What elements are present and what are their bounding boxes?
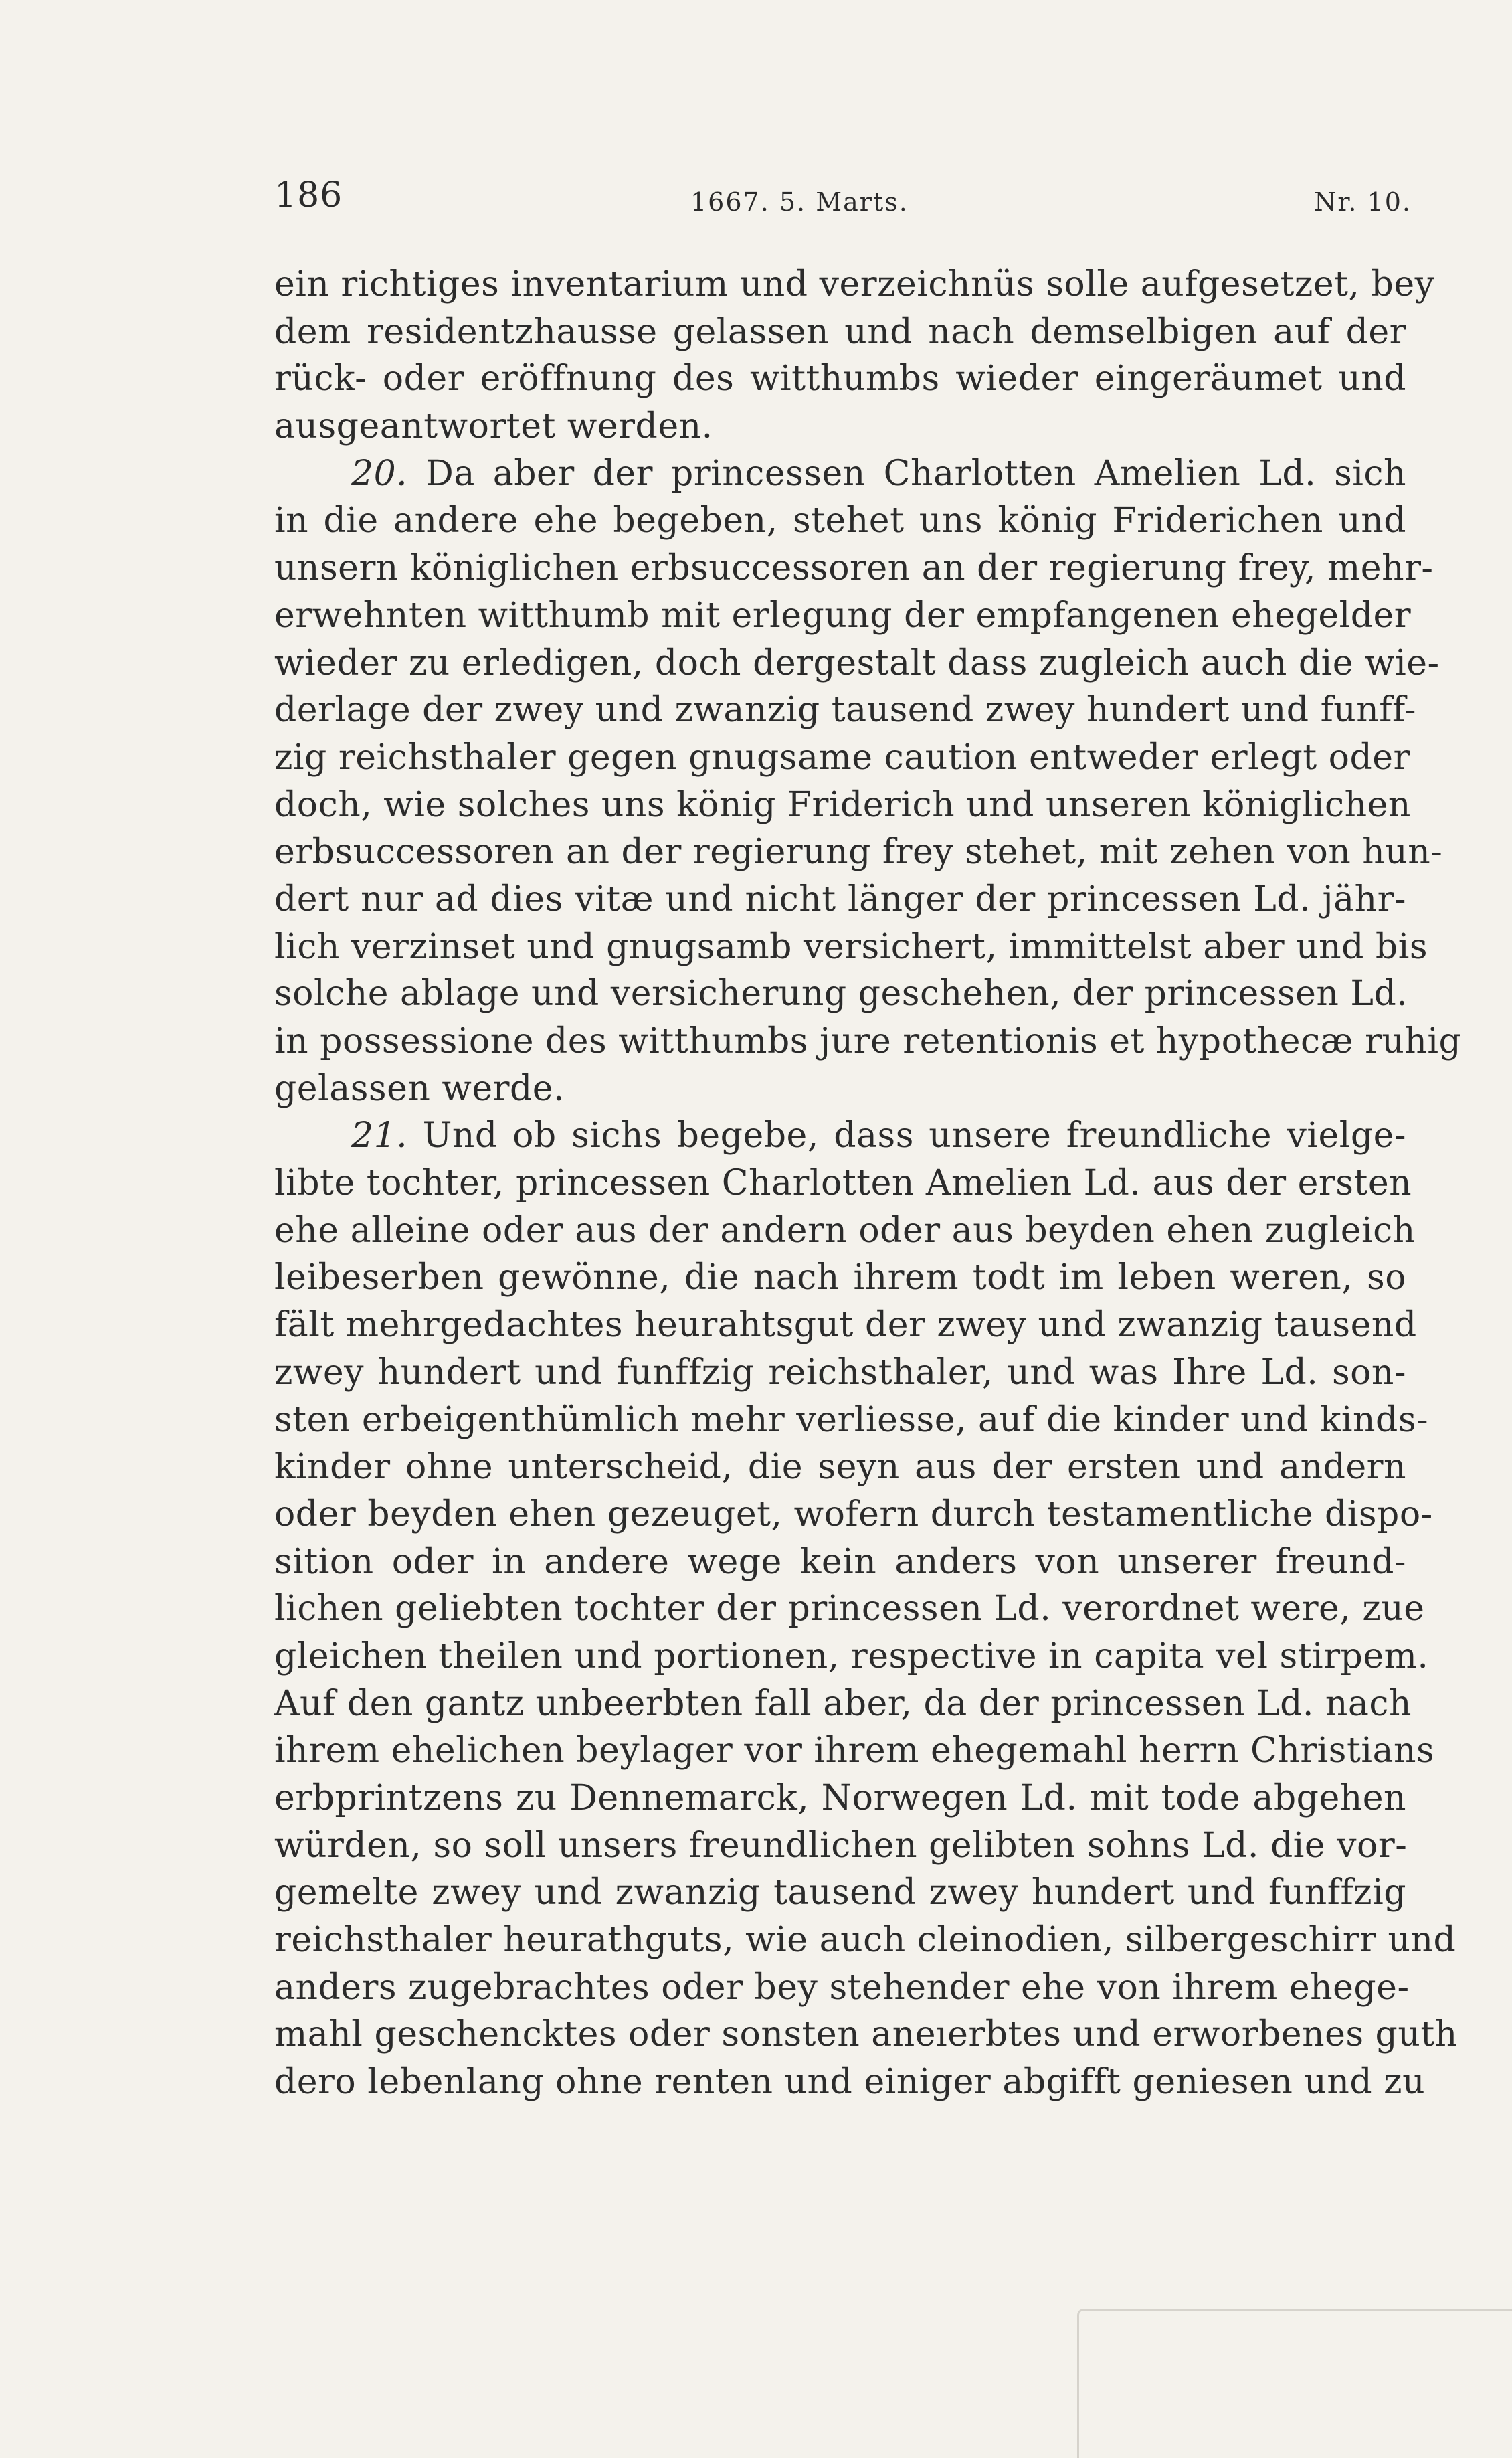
text-line: solche ablage und versicherung geschehen, der princessen Ld. [274, 974, 1408, 1015]
section-number-20: 20. [351, 453, 408, 494]
text-line: gleichen theilen und portionen, respective in capita vel stirpem. [274, 1636, 1429, 1676]
text-line: wieder zu erledigen, doch dergestalt dass zugleich auch die wie- [274, 642, 1440, 683]
header-date: 1667. 5. Marts. [690, 187, 909, 217]
text-line: dero lebenlang ohne renten und einiger abgifft geniesen und zu [274, 2062, 1426, 2103]
text-line: kinder ohne unterscheid, die seyn aus der ersten und andern [274, 1447, 1406, 1488]
text-line: würden, so soll unsers freundlichen gelibten sohns Ld. die vor- [274, 1825, 1408, 1866]
section-21-first-line [274, 1112, 1406, 1160]
section-20-first-line [274, 450, 1406, 498]
text-line: zwey hundert und funffzig reichsthaler, und was Ihre Ld. son- [274, 1352, 1406, 1393]
text-line: oder beyden ehen gezeuget, wofern durch testamentliche dispo- [274, 1494, 1433, 1534]
text-line: fält mehrgedachtes heurahtsgut der zwey und zwanzig tausend [274, 1305, 1417, 1346]
section-number-21: 21. [351, 1116, 408, 1156]
text-line: reichsthaler heurathguts, wie auch cleinodien, silbergeschirr und [274, 1920, 1456, 1961]
text-line: anders zugebrachtes oder bey stehender ehe von ihrem ehege- [274, 1967, 1410, 2008]
text-line: sten erbeigenthümlich mehr verliesse, auf die kinder und kinds- [274, 1399, 1429, 1440]
running-header [274, 175, 1412, 229]
text-line: Da aber der princessen Charlotten Amelien Ld. sich [426, 453, 1407, 494]
page-number: 186 [274, 175, 343, 215]
text-line: ehe alleine oder aus der andern oder aus beyden ehen zugleich [274, 1210, 1416, 1251]
text-line: sition oder in andere wege kein anders von unserer freund- [274, 1541, 1406, 1582]
text-line: Auf den gantz unbeerbten fall aber, da der princessen Ld. nach [274, 1683, 1412, 1724]
text-line: mahl geschencktes oder sonsten aneıerbtes und erworbenes guth [274, 2014, 1458, 2055]
text-line: derlage der zwey und zwanzig tausend zwey hundert und funff- [274, 690, 1416, 731]
text-line: in die andere ehe begeben, stehet uns könig Friderichen und [274, 501, 1406, 541]
text-line: dem residentzhausse gelassen und nach demselbigen auf der [274, 311, 1406, 352]
text-line: libte tochter, princessen Charlotten Amelien Ld. aus der ersten [274, 1163, 1412, 1204]
text-line: Und ob sichs begebe, dass unsere freundliche vielge- [422, 1116, 1406, 1156]
body-text [274, 261, 1462, 2106]
text-line: rück- oder eröffnung des witthumbs wieder eingeräumet und [274, 359, 1406, 400]
text-line: gelassen werde. [274, 1068, 565, 1109]
text-line: leibeserben gewönne, die nach ihrem todt im leben weren, so [274, 1257, 1406, 1298]
text-line: unsern königlichen erbsuccessoren an der regierung frey, mehr- [274, 548, 1434, 589]
text-line: ihrem ehelichen beylager vor ihrem ehegemahl herrn Christians [274, 1731, 1435, 1771]
text-line: doch, wie solches uns könig Friderich und unseren königlichen [274, 784, 1411, 825]
text-line: erbsuccessoren an der regierung frey stehet, mit zehen von hun- [274, 832, 1443, 873]
text-line: erbprintzens zu Dennemarck, Norwegen Ld. mit tode abgehen [274, 1778, 1406, 1818]
page-corner-mark [1077, 2309, 1512, 2458]
text-line: ein richtiges inventarium und verzeichnüs solle aufgesetzet, bey [274, 264, 1435, 304]
text-line: gemelte zwey und zwanzig tausend zwey hundert und funffzig [274, 1872, 1406, 1913]
text-line: lich verzinset und gnugsamb versichert, immittelst aber und bis [274, 926, 1428, 967]
text-line: erwehnten witthumb mit erlegung der empfangenen ehegelder [274, 595, 1412, 636]
text-line: dert nur ad dies vitæ und nicht länger der princessen Ld. jähr- [274, 879, 1406, 919]
text-line: in possessione des witthumbs jure retentionis et hypothecæ ruhig [274, 1021, 1462, 1061]
document-number: Nr. 10. [1314, 187, 1412, 217]
text-line: lichen geliebten tochter der princessen Ld. verordnet were, zue [274, 1589, 1425, 1630]
text-line: zig reichsthaler gegen gnugsame caution entweder erlegt oder [274, 737, 1410, 778]
text-line: ausgeantwortet werden. [274, 406, 713, 447]
